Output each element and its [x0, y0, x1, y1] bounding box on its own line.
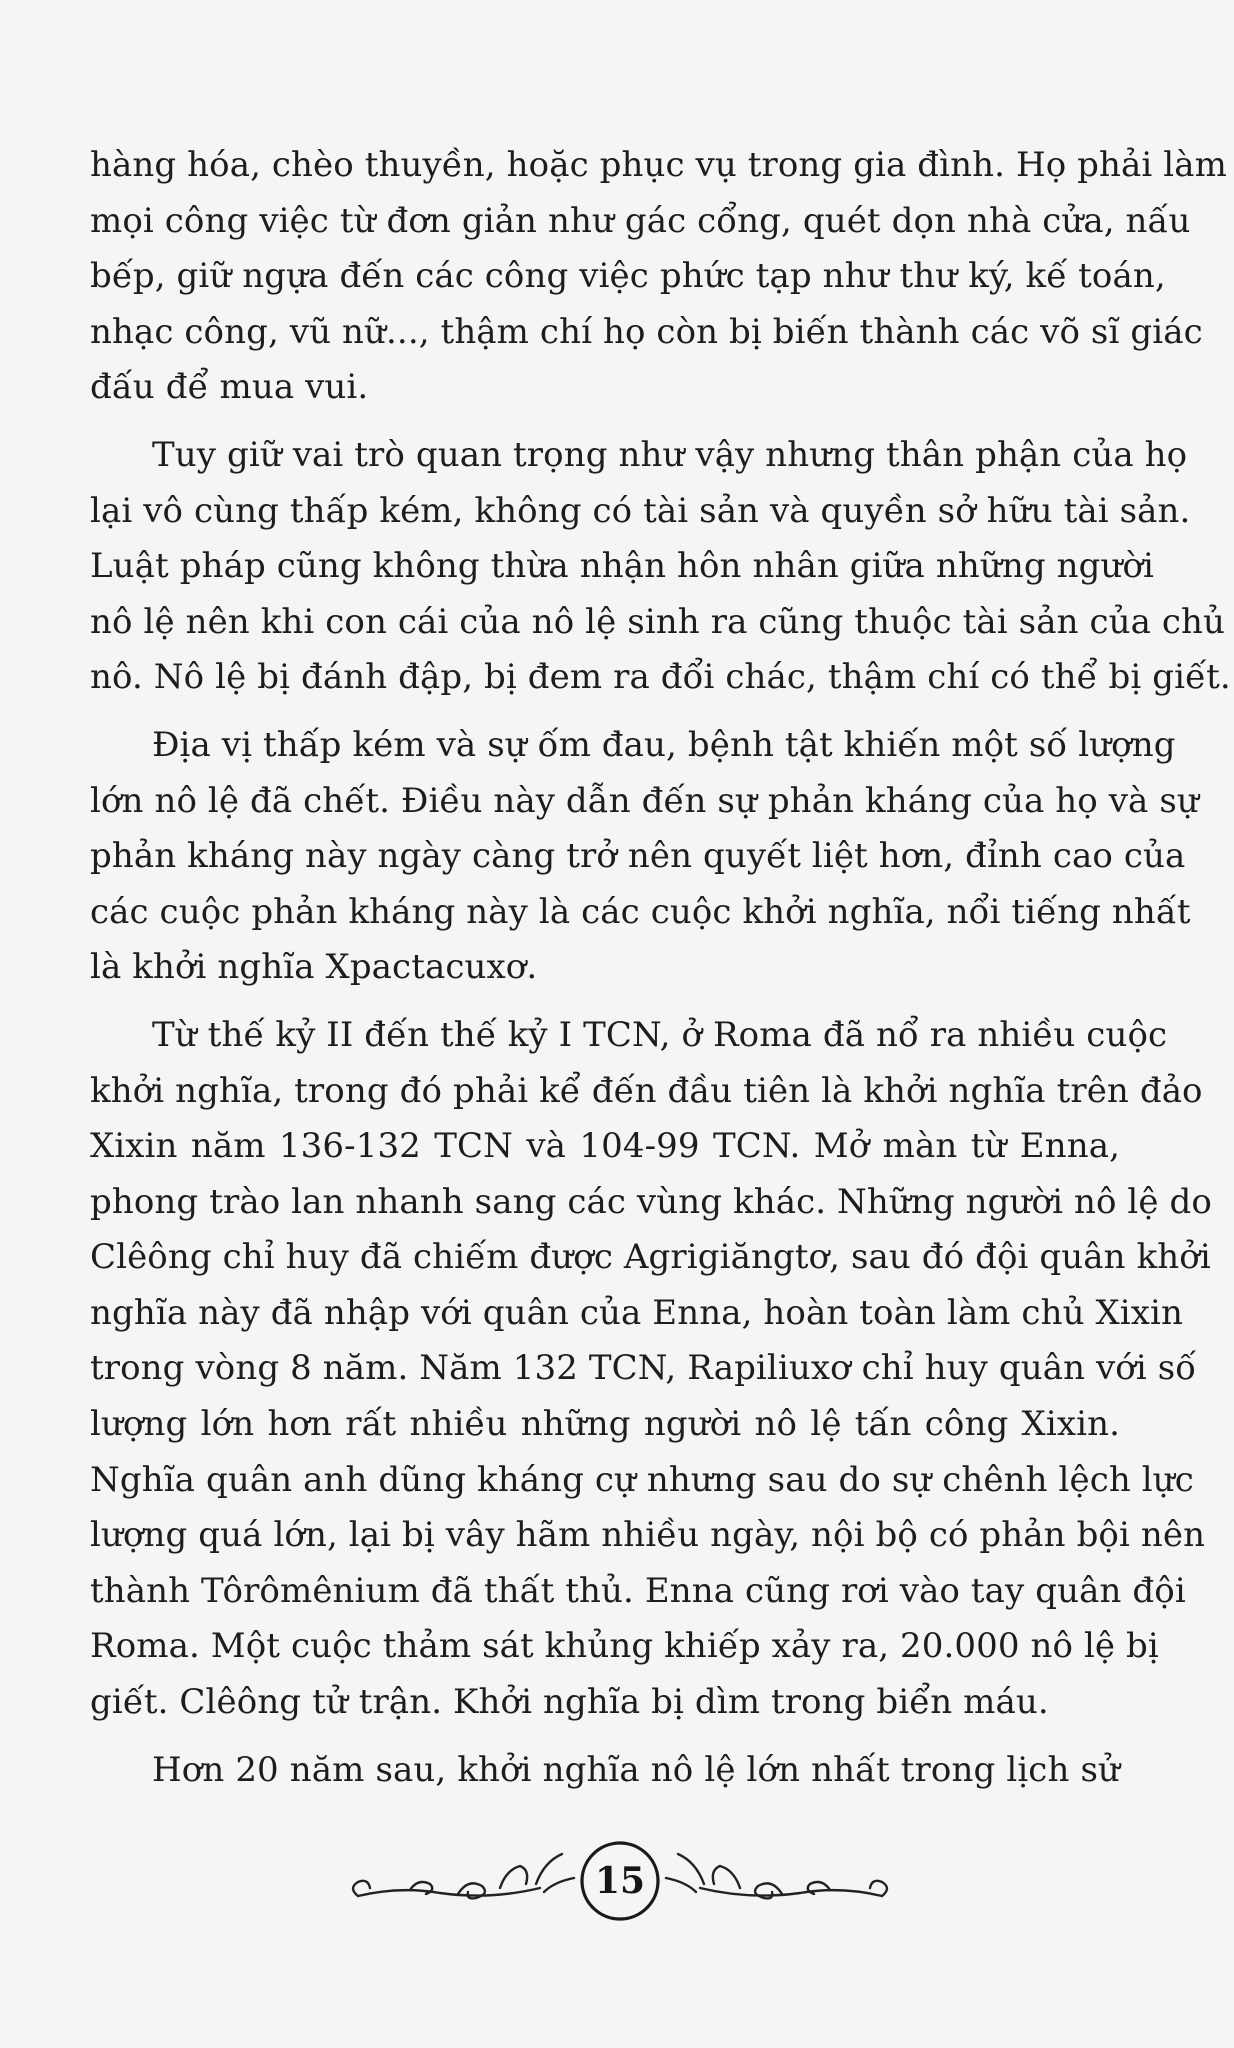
text-line: trong vòng 8 năm. Năm 132 TCN, Rapiliuxơ chỉ huy quân với số: [90, 1348, 1197, 1389]
text-line: đấu để mua vui.: [90, 367, 369, 408]
text-line: mọi công việc từ đơn giản như gác cổng, quét dọn nhà cửa, nấu: [90, 200, 1191, 241]
paragraph-3: [90, 718, 1199, 996]
text-line: nhạc công, vũ nữ..., thậm chí họ còn bị biến thành các võ sĩ giác: [90, 311, 1203, 352]
text-line: giết. Clêông tử trận. Khởi nghĩa bị dìm trong biển máu.: [90, 1682, 1049, 1723]
text-line: Xixin năm 136-132 TCN và 104-99 TCN. Mở màn từ Enna,: [90, 1126, 1120, 1167]
text-line: phong trào lan nhanh sang các vùng khác. Những người nô lệ do: [90, 1181, 1212, 1222]
text-line: lượng quá lớn, lại bị vây hãm nhiều ngày, nội bộ có phản bội nên: [90, 1515, 1206, 1556]
text-line: Từ thế kỷ II đến thế kỷ I TCN, ở Roma đã nổ ra nhiều cuộc: [152, 1014, 1168, 1055]
text-line: lớn nô lệ đã chết. Điều này dẫn đến sự phản kháng của họ và sự: [90, 780, 1199, 821]
text-line: hàng hóa, chèo thuyền, hoặc phục vụ trong gia đình. Họ phải làm: [90, 145, 1227, 185]
paragraph-5: [90, 1743, 1120, 1799]
paragraph-4: [90, 1008, 1212, 1731]
text-line: Địa vị thấp kém và sự ốm đau, bệnh tật khiến một số lượng: [152, 724, 1176, 765]
text-line: bếp, giữ ngựa đến các công việc phức tạp như thư ký, kế toán,: [90, 256, 1166, 297]
text-line: khởi nghĩa, trong đó phải kể đến đầu tiên là khởi nghĩa trên đảo: [90, 1070, 1203, 1111]
text-line: Roma. Một cuộc thảm sát khủng khiếp xảy ra, 20.000 nô lệ bị: [90, 1626, 1159, 1667]
text-line: Tuy giữ vai trò quan trọng như vậy nhưng thân phận của họ: [152, 434, 1188, 475]
text-line: Luật pháp cũng không thừa nhận hôn nhân giữa những người: [90, 546, 1154, 587]
page-number: 15: [594, 1860, 646, 1902]
text-line: các cuộc phản kháng này là các cuộc khởi nghĩa, nổi tiếng nhất: [90, 891, 1191, 932]
text-line: Hơn 20 năm sau, khởi nghĩa nô lệ lớn nhất trong lịch sử: [152, 1749, 1120, 1790]
text-line: Nghĩa quân anh dũng kháng cự nhưng sau do sự chênh lệch lực: [90, 1459, 1194, 1500]
paragraph-2: [90, 428, 1231, 706]
text-line: nô. Nô lệ bị đánh đập, bị đem ra đổi chác, thậm chí có thể bị giết.: [90, 657, 1231, 698]
page-body-text: [90, 138, 1231, 1798]
text-line: nghĩa này đã nhập với quân của Enna, hoàn toàn làm chủ Xixin: [90, 1292, 1184, 1333]
page-footer: [340, 1836, 900, 1926]
text-line: lại vô cùng thấp kém, không có tài sản và quyền sở hữu tài sản.: [90, 490, 1191, 531]
paragraph-1: [90, 138, 1227, 416]
text-line: nô lệ nên khi con cái của nô lệ sinh ra cũng thuộc tài sản của chủ: [90, 601, 1226, 642]
text-line: lượng lớn hơn rất nhiều những người nô lệ tấn công Xixin.: [90, 1404, 1120, 1445]
text-line: Clêông chỉ huy đã chiếm được Agrigiăngtơ, sau đó đội quân khởi: [90, 1237, 1211, 1278]
text-line: thành Tôrômênium đã thất thủ. Enna cũng rơi vào tay quân đội: [90, 1570, 1186, 1611]
text-line: phản kháng này ngày càng trở nên quyết liệt hơn, đỉnh cao của: [90, 836, 1186, 877]
text-line: là khởi nghĩa Xpactacuxơ.: [90, 947, 538, 988]
